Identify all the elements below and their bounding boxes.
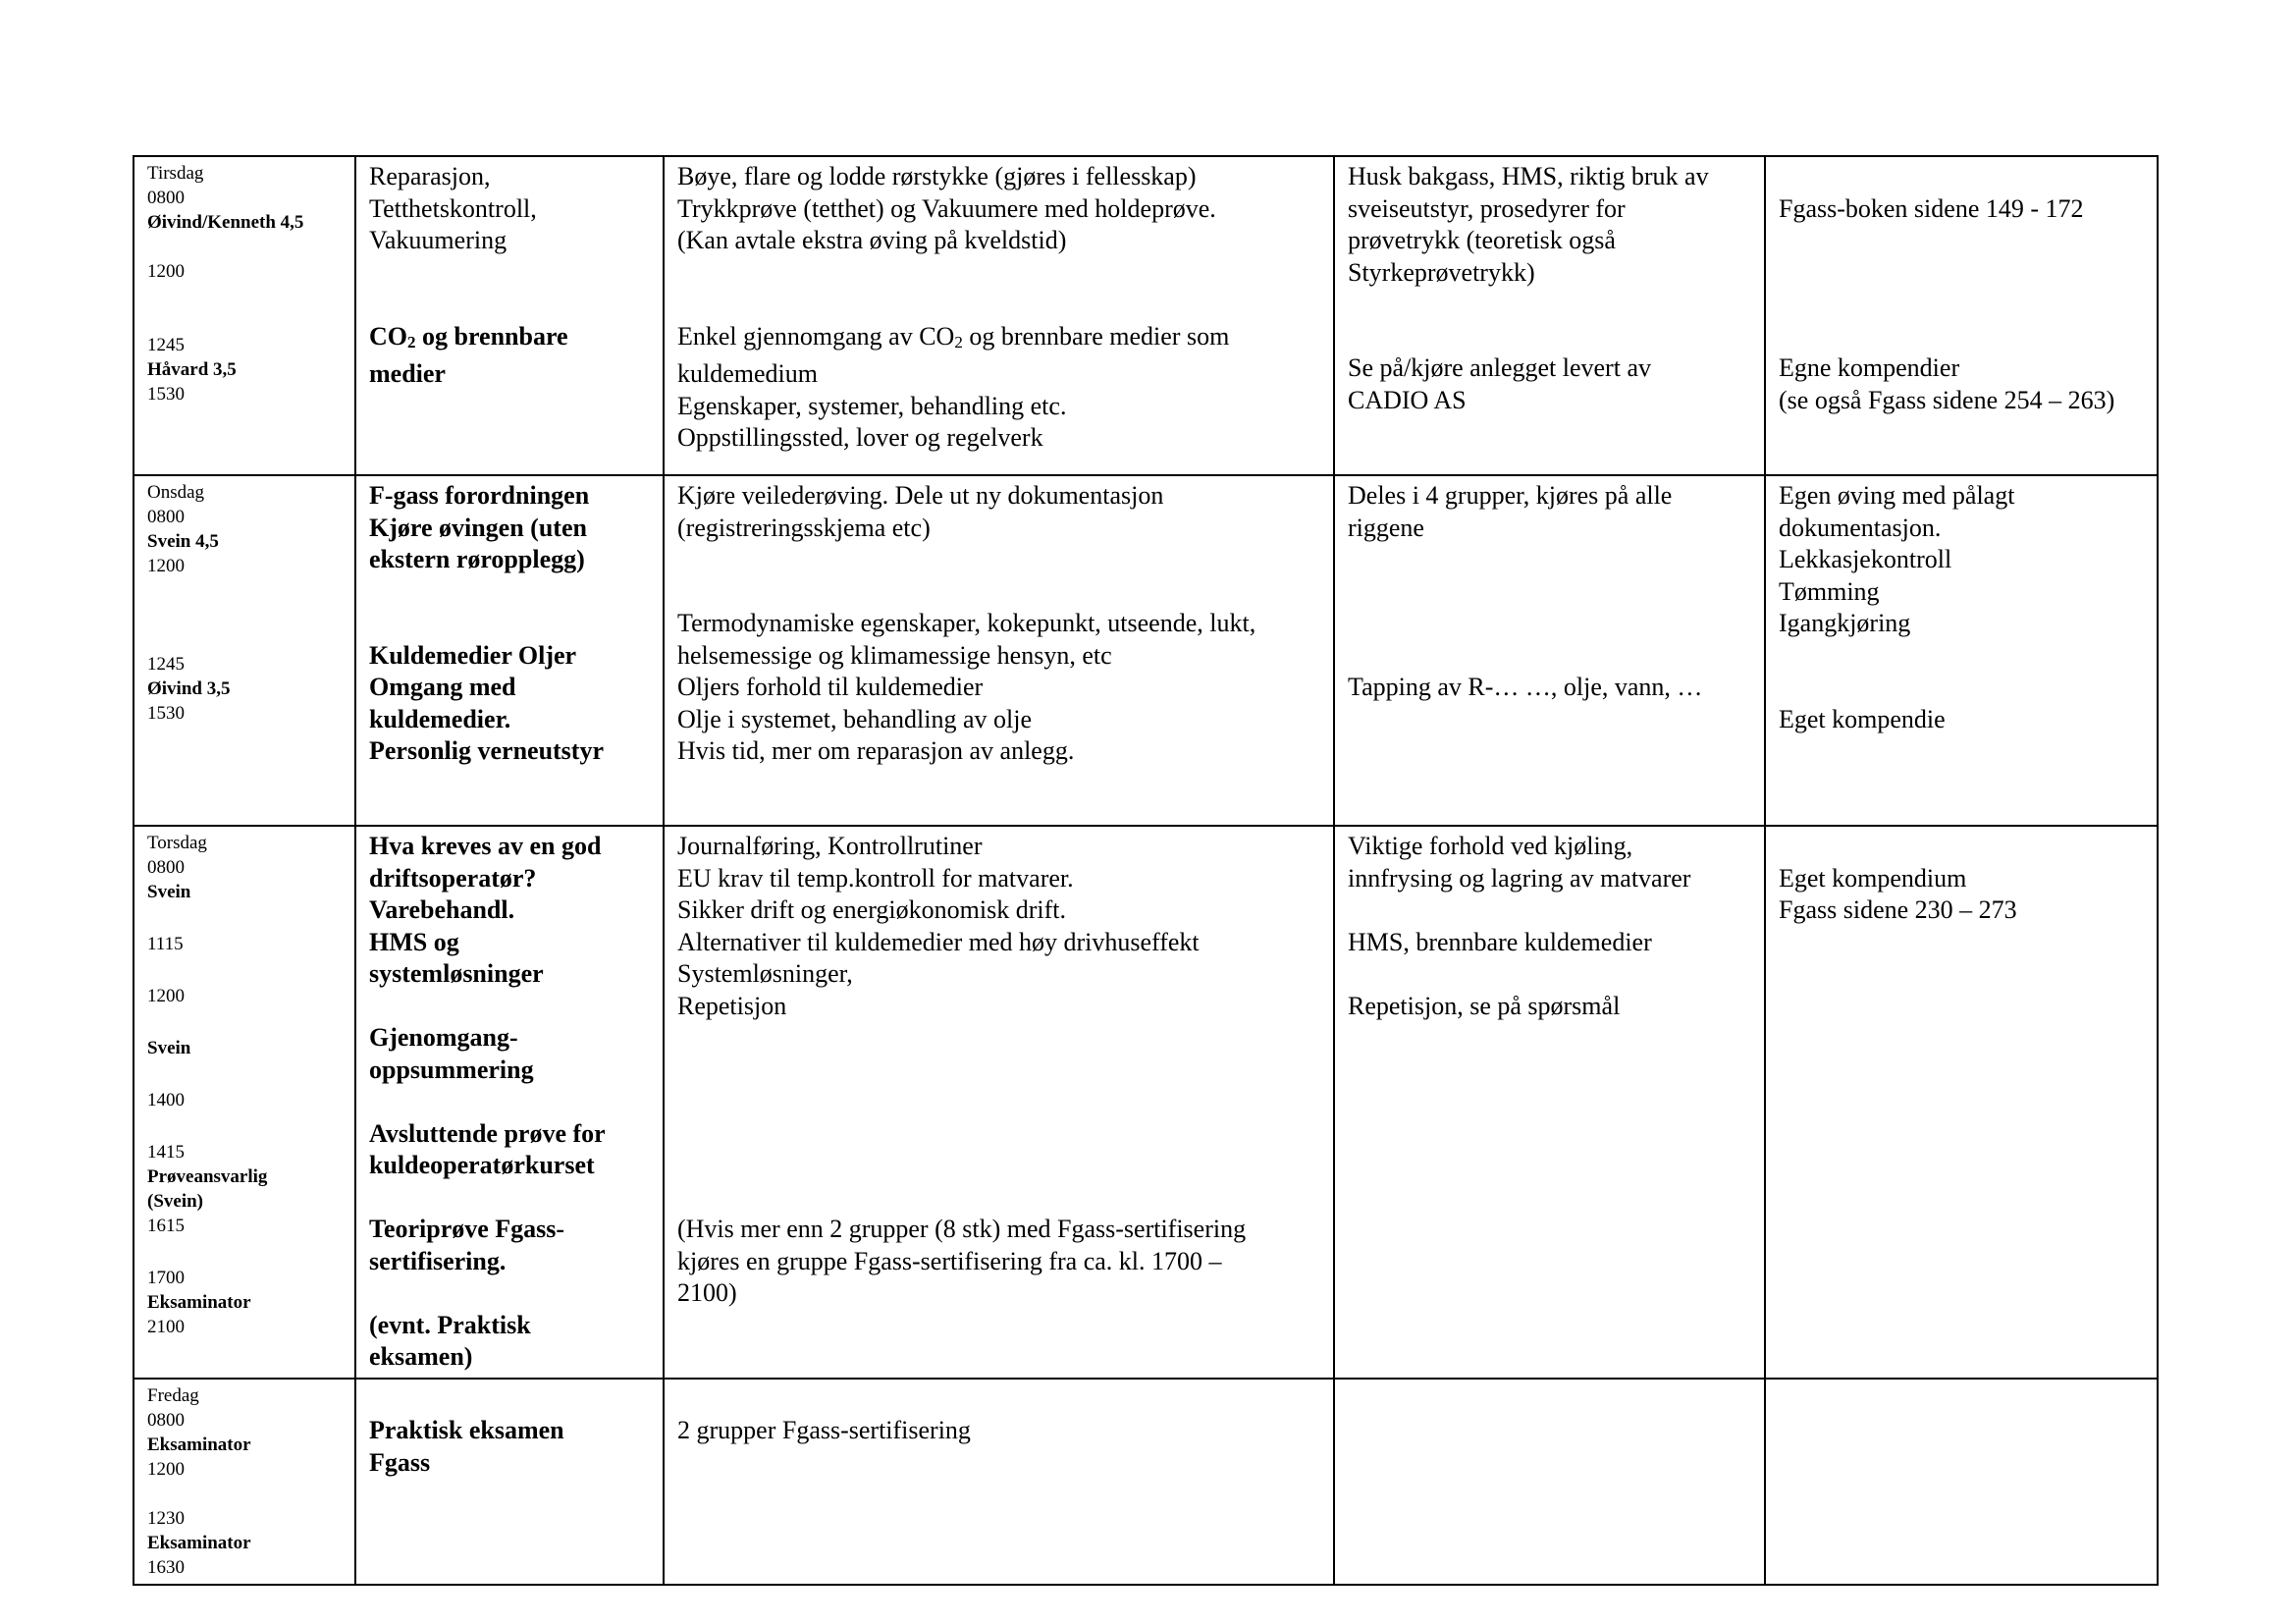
cell-line: 1615 xyxy=(147,1216,185,1236)
cell-line: 0800 xyxy=(147,507,185,527)
cell-line xyxy=(369,321,655,359)
line-text-after: og brennbare xyxy=(415,321,568,351)
cell-line: (evnt. Praktisk xyxy=(369,1310,531,1339)
cell-line: Viktige forhold ved kjøling, xyxy=(1348,832,1633,860)
cell-line: eksamen) xyxy=(369,1342,473,1371)
cell-line: CADIO AS xyxy=(1348,385,1467,414)
cell-line: Tetthetskontroll, xyxy=(369,193,537,223)
day-time-cell xyxy=(133,156,355,475)
line-text: CO xyxy=(369,321,407,351)
cell-line: sveiseutstyr, prosedyrer for xyxy=(1348,193,1626,223)
schedule-row xyxy=(133,1379,2158,1585)
cell-line: Tirsdag xyxy=(147,163,204,184)
blank-line xyxy=(677,289,1325,321)
blank-line xyxy=(677,1182,1325,1215)
blank-line xyxy=(369,1086,655,1118)
cell-line: 1700 xyxy=(147,1268,185,1288)
cell-line: Praktisk eksamen xyxy=(369,1416,564,1444)
cell-line: Husk bakgass, HMS, riktig bruk av xyxy=(1348,162,1709,190)
content-cell xyxy=(664,156,1334,475)
blank-line xyxy=(147,956,347,984)
cell-line: Journalføring, Kontrollrutiner xyxy=(677,832,983,860)
cell-line: kjøres en gruppe Fgass-sertifisering fra ca. kl. 1700 – xyxy=(677,1246,1222,1275)
notes-cell xyxy=(1334,1379,1765,1585)
cell-line: Håvard 3,5 xyxy=(147,359,237,380)
content-cell xyxy=(664,475,1334,826)
cell-line: 2100) xyxy=(677,1278,737,1307)
cell-line: Systemløsninger, xyxy=(677,959,853,988)
cell-line: Tømming xyxy=(1779,576,1880,606)
blank-line xyxy=(1779,321,2149,353)
schedule-row xyxy=(133,826,2158,1379)
blank-line xyxy=(1779,640,2149,673)
cell-line: kuldemedier. xyxy=(369,704,511,733)
blank-line xyxy=(1779,672,2149,704)
blank-line xyxy=(369,1383,655,1416)
blank-line xyxy=(1348,321,1756,353)
reference-cell xyxy=(1765,156,2158,475)
cell-line: Fredag xyxy=(147,1384,199,1406)
blank-line xyxy=(677,1150,1325,1182)
cell-line: Lekkasjekontroll xyxy=(1779,545,1952,573)
cell-line: Varebehandl. xyxy=(369,895,515,924)
cell-line: Svein xyxy=(147,882,191,902)
schedule-row xyxy=(133,156,2158,475)
cell-line: Repetisjon xyxy=(677,991,787,1020)
cell-line: 0800 xyxy=(147,857,185,878)
subscript: 2 xyxy=(954,332,963,352)
blank-line xyxy=(1779,225,2149,257)
cell-line: Fgass xyxy=(369,1447,431,1477)
cell-line: helsemessige og klimamessige hensyn, etc xyxy=(677,640,1112,670)
cell-line: (se også Fgass sidene 254 – 263) xyxy=(1779,385,2115,414)
cell-line: driftsoperatør? xyxy=(369,863,537,893)
cell-line: Egen øving med pålagt xyxy=(1779,481,2015,510)
cell-line: 1530 xyxy=(147,703,185,724)
cell-line: Oppstillingssted, lover og regelverk xyxy=(677,423,1043,452)
schedule-row xyxy=(133,475,2158,826)
schedule-body xyxy=(133,156,2158,1585)
blank-line xyxy=(369,576,655,609)
cell-line: Gjenomgang- xyxy=(369,1023,518,1052)
cell-line: (registreringsskjema etc) xyxy=(677,513,931,542)
topic-cell xyxy=(355,1379,664,1585)
cell-line: 1200 xyxy=(147,261,185,282)
blank-line xyxy=(147,627,347,652)
cell-line: HMS, brennbare kuldemedier xyxy=(1348,927,1652,956)
line-text: Enkel gjennomgang av CO xyxy=(677,321,955,351)
blank-line xyxy=(677,1055,1325,1087)
cell-line: Fgass sidene 230 – 273 xyxy=(1779,895,2017,924)
blank-line xyxy=(369,991,655,1023)
cell-line: Se på/kjøre anlegget levert av xyxy=(1348,353,1651,382)
content-cell xyxy=(664,1379,1334,1585)
cell-line: kuldeoperatørkurset xyxy=(369,1151,595,1179)
cell-line: Personlig verneutstyr xyxy=(369,736,605,765)
notes-cell xyxy=(1334,475,1765,826)
cell-line: Styrkeprøvetrykk) xyxy=(1348,257,1535,287)
blank-line xyxy=(369,257,655,290)
cell-line: (Kan avtale ekstra øving på kveldstid) xyxy=(677,226,1067,254)
blank-line xyxy=(677,1118,1325,1151)
content-cell xyxy=(664,826,1334,1379)
blank-line xyxy=(1348,608,1756,640)
cell-line: 2100 xyxy=(147,1317,185,1337)
cell-line: EU krav til temp.kontroll for matvarer. xyxy=(677,863,1074,893)
cell-line: Fgass-boken sidene 149 - 172 xyxy=(1779,193,2084,223)
blank-line xyxy=(369,1277,655,1310)
cell-line: Sikker drift og energiøkonomisk drift. xyxy=(677,895,1066,924)
blank-line xyxy=(147,904,347,932)
blank-line xyxy=(147,235,347,259)
blank-line xyxy=(1348,958,1756,991)
schedule-table xyxy=(133,155,2159,1586)
cell-line: systemløsninger xyxy=(369,959,544,988)
cell-line: 1200 xyxy=(147,556,185,576)
cell-line: Eksaminator xyxy=(147,1434,251,1455)
blank-line xyxy=(677,257,1325,290)
blank-line xyxy=(369,608,655,640)
cell-line: Eget kompendie xyxy=(1779,704,1946,733)
blank-line xyxy=(1348,640,1756,673)
reference-cell xyxy=(1765,1379,2158,1585)
cell-line: Trykkprøve (tetthet) og Vakuumere med holdeprøve. xyxy=(677,193,1216,223)
cell-line: Igangkjøring xyxy=(1779,609,1911,637)
blank-line xyxy=(147,1482,347,1506)
blank-line xyxy=(147,284,347,308)
cell-line: Reparasjon, xyxy=(369,162,491,190)
blank-line xyxy=(1779,257,2149,290)
cell-line: 0800 xyxy=(147,1409,185,1431)
notes-cell xyxy=(1334,826,1765,1379)
cell-line xyxy=(677,321,1325,359)
blank-line xyxy=(147,1238,347,1266)
topic-cell xyxy=(355,826,664,1379)
blank-line xyxy=(1348,289,1756,321)
cell-line: Hva kreves av en god xyxy=(369,832,602,860)
blank-line xyxy=(147,1060,347,1088)
cell-line: 1115 xyxy=(147,934,184,954)
cell-line: Hvis tid, mer om reparasjon av anlegg. xyxy=(677,736,1075,765)
blank-line xyxy=(677,544,1325,576)
cell-line: 0800 xyxy=(147,188,185,208)
blank-line xyxy=(369,289,655,321)
subscript: 2 xyxy=(407,332,416,352)
cell-line: Eget kompendium xyxy=(1779,863,1967,893)
blank-line xyxy=(147,308,347,333)
cell-line: kuldemedium xyxy=(677,359,818,388)
cell-line: F-gass forordningen xyxy=(369,481,590,510)
blank-line xyxy=(1348,576,1756,609)
cell-line: Prøveansvarlig xyxy=(147,1166,268,1187)
cell-line: HMS og xyxy=(369,927,459,956)
cell-line: prøvetrykk (teoretisk også xyxy=(1348,226,1616,254)
blank-line xyxy=(369,1182,655,1215)
cell-line: dokumentasjon. xyxy=(1779,513,1942,542)
cell-line: Øivind 3,5 xyxy=(147,678,231,699)
cell-line: 1400 xyxy=(147,1090,185,1110)
cell-line: Øivind/Kenneth 4,5 xyxy=(147,212,304,233)
cell-line: sertifisering. xyxy=(369,1246,507,1275)
cell-line: 1200 xyxy=(147,1458,185,1480)
cell-line: oppsummering xyxy=(369,1055,534,1084)
blank-line xyxy=(677,576,1325,609)
topic-cell xyxy=(355,475,664,826)
cell-line: 1230 xyxy=(147,1507,185,1529)
cell-line: 1530 xyxy=(147,384,185,405)
cell-line: Eksaminator xyxy=(147,1292,251,1313)
cell-line: Kuldemedier Oljer xyxy=(369,640,577,670)
cell-line: Eksaminator xyxy=(147,1532,251,1553)
cell-line: Deles i 4 grupper, kjøres på alle xyxy=(1348,481,1673,510)
line-text-after: og brennbare medier som xyxy=(962,321,1230,351)
cell-line: 1630 xyxy=(147,1556,185,1578)
cell-line: 1415 xyxy=(147,1142,185,1163)
blank-line xyxy=(1779,289,2149,321)
cell-line: medier xyxy=(369,359,446,388)
cell-line: Bøye, flare og lodde rørstykke (gjøres i fellesskap) xyxy=(677,162,1197,190)
notes-cell xyxy=(1334,156,1765,475)
blank-line xyxy=(677,1383,1325,1416)
blank-line xyxy=(1779,831,2149,863)
day-time-cell xyxy=(133,1379,355,1585)
blank-line xyxy=(147,578,347,603)
cell-line: Kjøre øvingen (uten xyxy=(369,513,587,542)
cell-line: 1245 xyxy=(147,654,185,675)
cell-line: 1200 xyxy=(147,986,185,1006)
cell-line: Egenskaper, systemer, behandling etc. xyxy=(677,391,1067,420)
blank-line xyxy=(147,1008,347,1036)
cell-line: ekstern røropplegg) xyxy=(369,545,585,573)
cell-line: innfrysing og lagring av matvarer xyxy=(1348,863,1691,893)
cell-line: Oljers forhold til kuldemedier xyxy=(677,673,984,701)
cell-line: Tapping av R-… …, olje, vann, … xyxy=(1348,673,1703,701)
blank-line xyxy=(147,603,347,627)
blank-line xyxy=(147,1112,347,1140)
day-time-cell xyxy=(133,826,355,1379)
blank-line xyxy=(1779,161,2149,193)
cell-line: Onsdag xyxy=(147,482,205,503)
reference-cell xyxy=(1765,826,2158,1379)
blank-line xyxy=(1348,544,1756,576)
cell-line: (Svein) xyxy=(147,1191,203,1212)
day-time-cell xyxy=(133,475,355,826)
blank-line xyxy=(1348,894,1756,927)
cell-line: (Hvis mer enn 2 grupper (8 stk) med Fgass-sertifisering xyxy=(677,1215,1247,1243)
cell-line: Alternativer til kuldemedier med høy drivhuseffekt xyxy=(677,927,1200,956)
cell-line: Repetisjon, se på spørsmål xyxy=(1348,991,1621,1020)
blank-line xyxy=(677,1022,1325,1055)
reference-cell xyxy=(1765,475,2158,826)
cell-line: riggene xyxy=(1348,513,1424,542)
cell-line: Kjøre veilederøving. Dele ut ny dokumentasjon xyxy=(677,481,1164,510)
blank-line xyxy=(677,1086,1325,1118)
cell-line: Avsluttende prøve for xyxy=(369,1118,606,1148)
topic-cell xyxy=(355,156,664,475)
cell-line: Vakuumering xyxy=(369,226,507,254)
cell-line: Olje i systemet, behandling av olje xyxy=(677,704,1033,733)
cell-line: 1245 xyxy=(147,335,185,355)
cell-line: Svein 4,5 xyxy=(147,531,219,552)
cell-line: Termodynamiske egenskaper, kokepunkt, utseende, lukt, xyxy=(677,609,1256,637)
cell-line: Svein xyxy=(147,1038,191,1058)
cell-line: Teoriprøve Fgass- xyxy=(369,1215,565,1243)
cell-line: Torsdag xyxy=(147,833,207,853)
cell-line: Egne kompendier xyxy=(1779,353,1960,382)
cell-line: 2 grupper Fgass-sertifisering xyxy=(677,1416,971,1444)
cell-line: Omgang med xyxy=(369,673,516,701)
